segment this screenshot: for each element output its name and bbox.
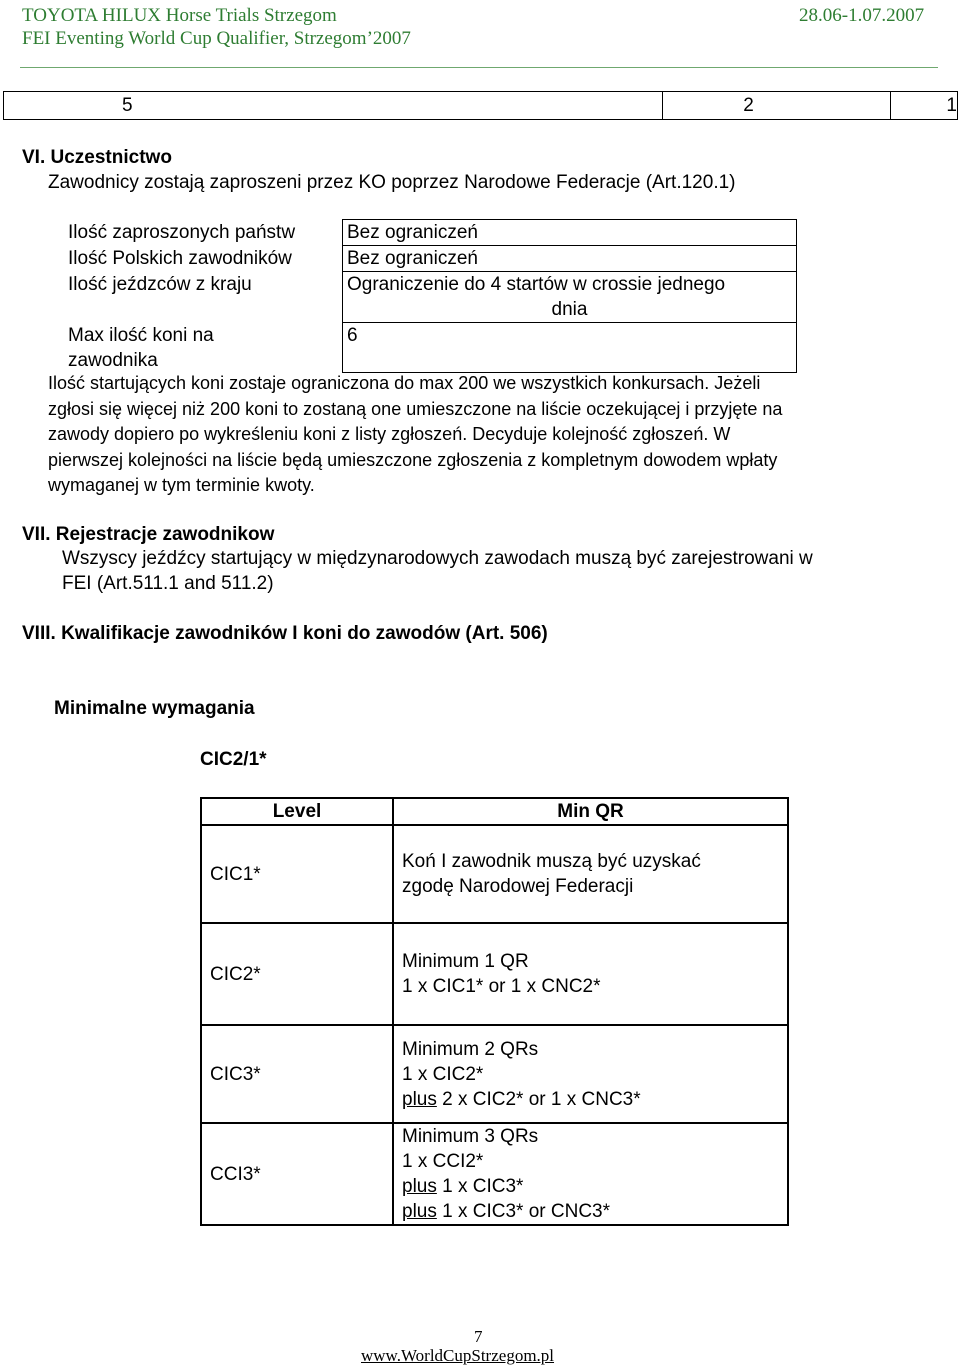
header-title: TOYOTA HILUX Horse Trials Strzegom bbox=[22, 5, 337, 26]
table-cell-value: Bez ograniczeń bbox=[343, 220, 797, 246]
cic-title: CIC2/1* bbox=[200, 749, 267, 770]
section-vi-paragraph bbox=[48, 371, 782, 499]
table-row bbox=[64, 246, 797, 272]
table-header-row bbox=[201, 798, 788, 825]
min-qr-cell bbox=[393, 1123, 788, 1225]
min-qr-cell bbox=[393, 1025, 788, 1123]
label-line: zawodnika bbox=[68, 349, 158, 371]
paragraph-line: Ilość startujących koni zostaje ograniczona do max 200 we wszystkich konkursach. Jeżeli bbox=[48, 373, 761, 393]
level-cell: CIC1* bbox=[201, 825, 393, 923]
header-subtitle: FEI Eventing World Cup Qualifier, Strzegom’2007 bbox=[22, 28, 411, 49]
participation-table bbox=[64, 219, 797, 373]
min-qr-cell bbox=[393, 923, 788, 1025]
qualification-table bbox=[200, 797, 789, 1226]
number-cell: 2 bbox=[663, 92, 891, 120]
paragraph-line: zawody dopiero po wykreśleniu koni z listy zgłoszeń. Decyduje kolejność zgłoszeń. W bbox=[48, 424, 731, 444]
section-viii-title: VIII. Kwalifikacje zawodników I koni do zawodów (Art. 506) bbox=[22, 623, 548, 644]
table-cell-value: 6 bbox=[343, 323, 797, 373]
table-cell-label: Ilość jeźdzców z kraju bbox=[68, 273, 252, 295]
paragraph-line: pierwszej kolejności na liście będą umieszczone zgłoszenia z kompletnym dowodem wpłaty bbox=[48, 449, 778, 470]
section-vii-line: FEI (Art.511.1 and 511.2) bbox=[62, 573, 274, 594]
paragraph-line: zgłosi się więcej niż 200 koni to zostaną one umieszczone na liście oczekującej i przyjęte na bbox=[48, 398, 783, 419]
plus-prefix: plus bbox=[402, 1176, 437, 1197]
qr-line: Minimum 2 QRs bbox=[402, 1038, 539, 1060]
level-cell: CIC3* bbox=[201, 1025, 393, 1123]
table-cell-label: Ilość zaproszonych państw bbox=[68, 221, 296, 243]
footer-url-link[interactable]: www.WorldCupStrzegom.pl bbox=[361, 1346, 555, 1365]
min-requirements-title: Minimalne wymagania bbox=[54, 698, 255, 719]
qr-line: 1 x CCI2* bbox=[402, 1151, 484, 1172]
table-row bbox=[201, 1123, 788, 1225]
table-cell-value bbox=[343, 272, 797, 323]
section-vi-title: VI. Uczestnictwo bbox=[22, 147, 172, 168]
header-min-qr: Min QR bbox=[393, 798, 788, 825]
paragraph-line: wymaganej w tym terminie kwoty. bbox=[48, 475, 315, 495]
section-vii-line: Wszyscy jeźdźcy startujący w międzynarodowych zawodach muszą być zarejestrowani w bbox=[62, 548, 813, 569]
qr-line: plus 2 x CIC2* or 1 x CNC3* bbox=[402, 1088, 641, 1110]
page-number: 7 bbox=[474, 1327, 483, 1346]
level-cell: CCI3* bbox=[201, 1123, 393, 1225]
plus-prefix: plus bbox=[402, 1088, 437, 1110]
number-cell: 1 bbox=[891, 92, 958, 120]
min-qr-cell bbox=[393, 825, 788, 923]
number-row-table bbox=[3, 91, 958, 120]
plus-prefix: plus bbox=[402, 1201, 437, 1222]
number-cell: 5 bbox=[4, 92, 663, 120]
level-cell: CIC2* bbox=[201, 923, 393, 1025]
section-vi-intro: Zawodnicy zostają zaproszeni przez KO poprzez Narodowe Federacje (Art.120.1) bbox=[48, 172, 736, 193]
qr-line: 1 x CIC1* or 1 x CNC2* bbox=[402, 976, 601, 997]
qr-line: Minimum 3 QRs bbox=[402, 1126, 539, 1147]
table-row bbox=[64, 272, 797, 323]
table-cell-value: Bez ograniczeń bbox=[343, 246, 797, 272]
value-line: Ograniczenie do 4 startów w crossie jednego bbox=[347, 274, 726, 295]
table-cell-label bbox=[64, 323, 343, 373]
table-row bbox=[201, 825, 788, 923]
header-level: Level bbox=[201, 798, 393, 825]
qr-line: zgodę Narodowej Federacji bbox=[402, 876, 634, 897]
table-row bbox=[64, 220, 797, 246]
qr-line: Minimum 1 QR bbox=[402, 951, 529, 972]
header-date: 28.06-1.07.2007 bbox=[799, 5, 925, 26]
qr-line: Koń I zawodnik muszą być uzyskać bbox=[402, 851, 701, 872]
label-line: Max ilość koni na bbox=[68, 324, 214, 346]
qr-line: 1 x CIC2* bbox=[402, 1063, 484, 1085]
section-vii-title: VII. Rejestracje zawodnikow bbox=[22, 524, 275, 545]
value-line: dnia bbox=[551, 299, 588, 320]
table-row bbox=[64, 323, 797, 373]
qr-line: plus 1 x CIC3* bbox=[402, 1176, 524, 1197]
table-row bbox=[201, 923, 788, 1025]
table-cell-label: Ilość Polskich zawodników bbox=[68, 247, 292, 269]
header-divider bbox=[20, 67, 938, 68]
table-row bbox=[201, 1025, 788, 1123]
qr-line: plus 1 x CIC3* or CNC3* bbox=[402, 1201, 611, 1222]
